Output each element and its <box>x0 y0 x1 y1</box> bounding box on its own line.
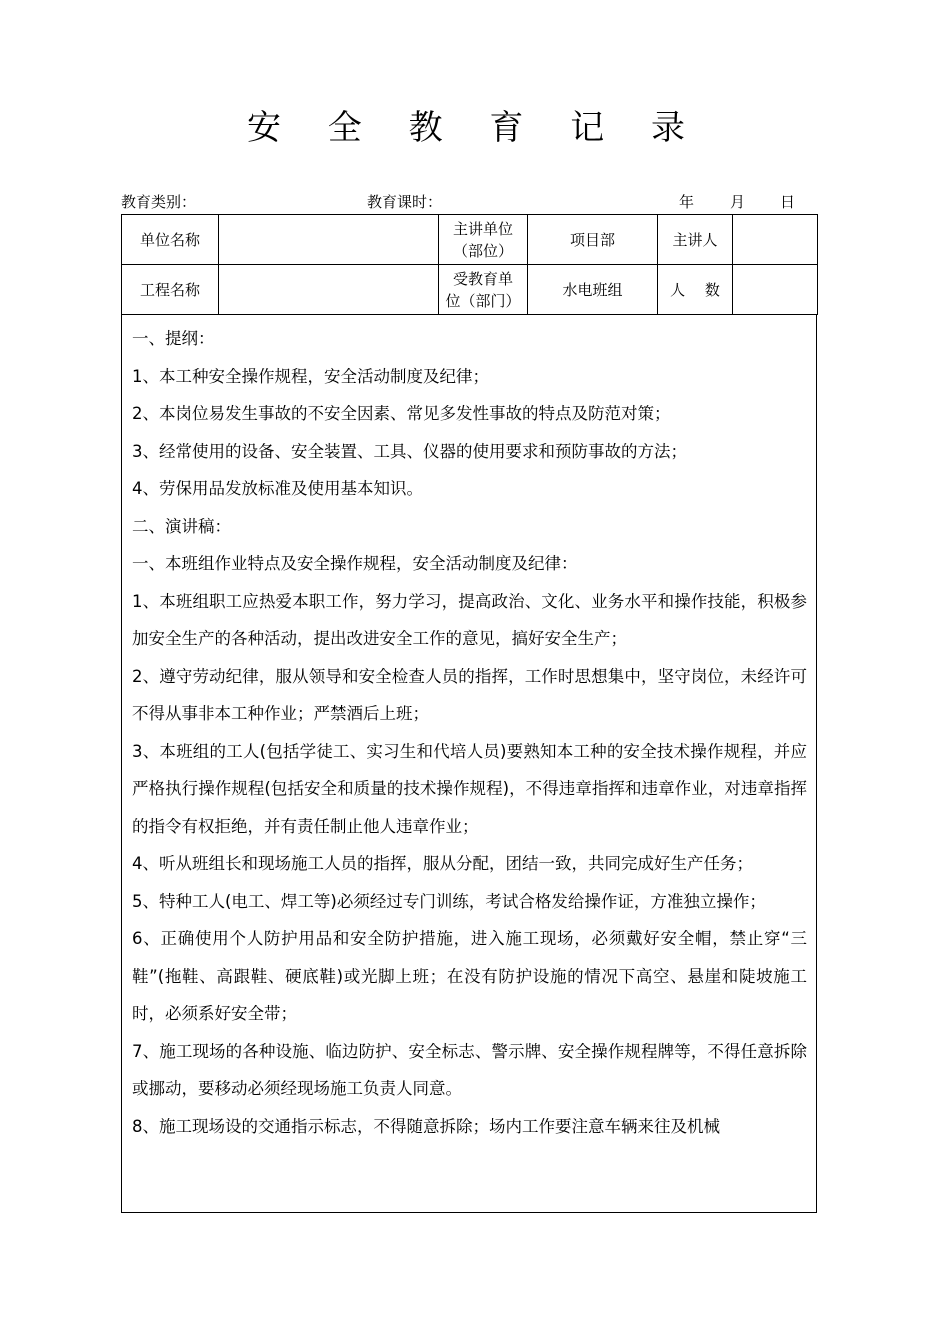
content-paragraph: 2、遵守劳动纪律，服从领导和安全检查人员的指挥，工作时思想集中，坚守岗位，未经许可不得从事非本工种作业；严禁酒后上班； <box>132 666 807 723</box>
lecturer-value[interactable] <box>733 215 818 265</box>
content-paragraph: 6、正确使用个人防护用品和安全防护措施，进入施工现场，必须戴好安全帽，禁止穿“三鞋”(拖鞋、高跟鞋、硬底鞋)或光脚上班；在没有防护设施的情况下高空、悬崖和陡坡施工时，必须系好安全带； <box>132 929 807 1023</box>
lecturer-label: 主讲人 <box>658 215 733 265</box>
headcount-value[interactable] <box>733 265 818 315</box>
content-paragraph: 一、提纲： <box>132 329 215 348</box>
trainee-unit-label-line2: 位（部门） <box>445 291 521 310</box>
content-paragraph: 3、本班组的工人(包括学徒工、实习生和代培人员)要熟知本工种的安全技术操作规程，并应严格执行操作规程(包括安全和质量的技术操作规程)，不得违章指挥和违章作业，对违章指挥的指令有权拒绝，并有责任制止他人违章作业； <box>132 741 807 836</box>
lecturer-unit-value[interactable]: 项目部 <box>528 215 658 265</box>
content-paragraph: 3、经常使用的设备、安全装置、工具、仪器的使用要求和预防事故的方法； <box>132 441 687 461</box>
content-box <box>121 315 817 1213</box>
lecturer-unit-label <box>439 215 528 265</box>
unit-name-label: 单位名称 <box>122 215 219 265</box>
table-row <box>122 215 818 265</box>
lecturer-unit-label-line1: 主讲单位 <box>452 219 513 238</box>
content-paragraph: 4、劳保用品发放标准及使用基本知识。 <box>132 479 423 498</box>
content-paragraph: 二、演讲稿： <box>132 516 231 536</box>
trainee-unit-value[interactable]: 水电班组 <box>528 265 658 315</box>
header-table <box>121 214 818 315</box>
day-label: 日 <box>780 193 796 211</box>
meta-row <box>121 191 817 213</box>
content-paragraph: 2、本岗位易发生事故的不安全因素、常见多发性事故的特点及防范对策； <box>132 404 671 423</box>
unit-name-value[interactable] <box>219 215 439 265</box>
content-paragraph: 1、本班组职工应热爱本职工作，努力学习，提高政治、文化、业务水平和操作技能，积极参加安全生产的各种活动，提出改进安全工作的意见，搞好安全生产； <box>132 591 807 648</box>
education-category-label: 教育类别： <box>121 193 197 211</box>
content-paragraph: 8、施工现场设的交通指示标志，不得随意拆除；场内工作要注意车辆来往及机械 <box>132 1116 720 1136</box>
project-name-label: 工程名称 <box>122 265 219 315</box>
content-body <box>122 315 816 1145</box>
project-name-value[interactable] <box>219 265 439 315</box>
content-paragraph: 5、特种工人(电工、焊工等)必须经过专门训练，考试合格发给操作证，方准独立操作； <box>132 891 766 911</box>
trainee-unit-label-line1: 受教育单 <box>452 269 513 288</box>
trainee-unit-label <box>439 265 528 315</box>
table-row <box>122 265 818 315</box>
document-title: 安 全 教 育 记 录 <box>246 108 704 148</box>
content-paragraph: 7、施工现场的各种设施、临边防护、安全标志、警示牌、安全操作规程牌等，不得任意拆除或挪动，要移动必须经现场施工负责人同意。 <box>132 1041 807 1098</box>
content-paragraph: 4、听从班组长和现场施工人员的指挥，服从分配，团结一致，共同完成好生产任务； <box>132 854 753 873</box>
content-paragraph: 1、本工种安全操作规程，安全活动制度及纪律； <box>132 366 489 386</box>
month-label: 月 <box>730 193 746 211</box>
year-label: 年 <box>679 193 695 211</box>
headcount-label: 人 数 <box>658 265 733 315</box>
education-hours-label: 教育课时： <box>367 193 443 211</box>
content-paragraph: 一、本班组作业特点及安全操作规程，安全活动制度及纪律： <box>132 554 578 573</box>
lecturer-unit-label-line2: （部位） <box>452 241 513 260</box>
